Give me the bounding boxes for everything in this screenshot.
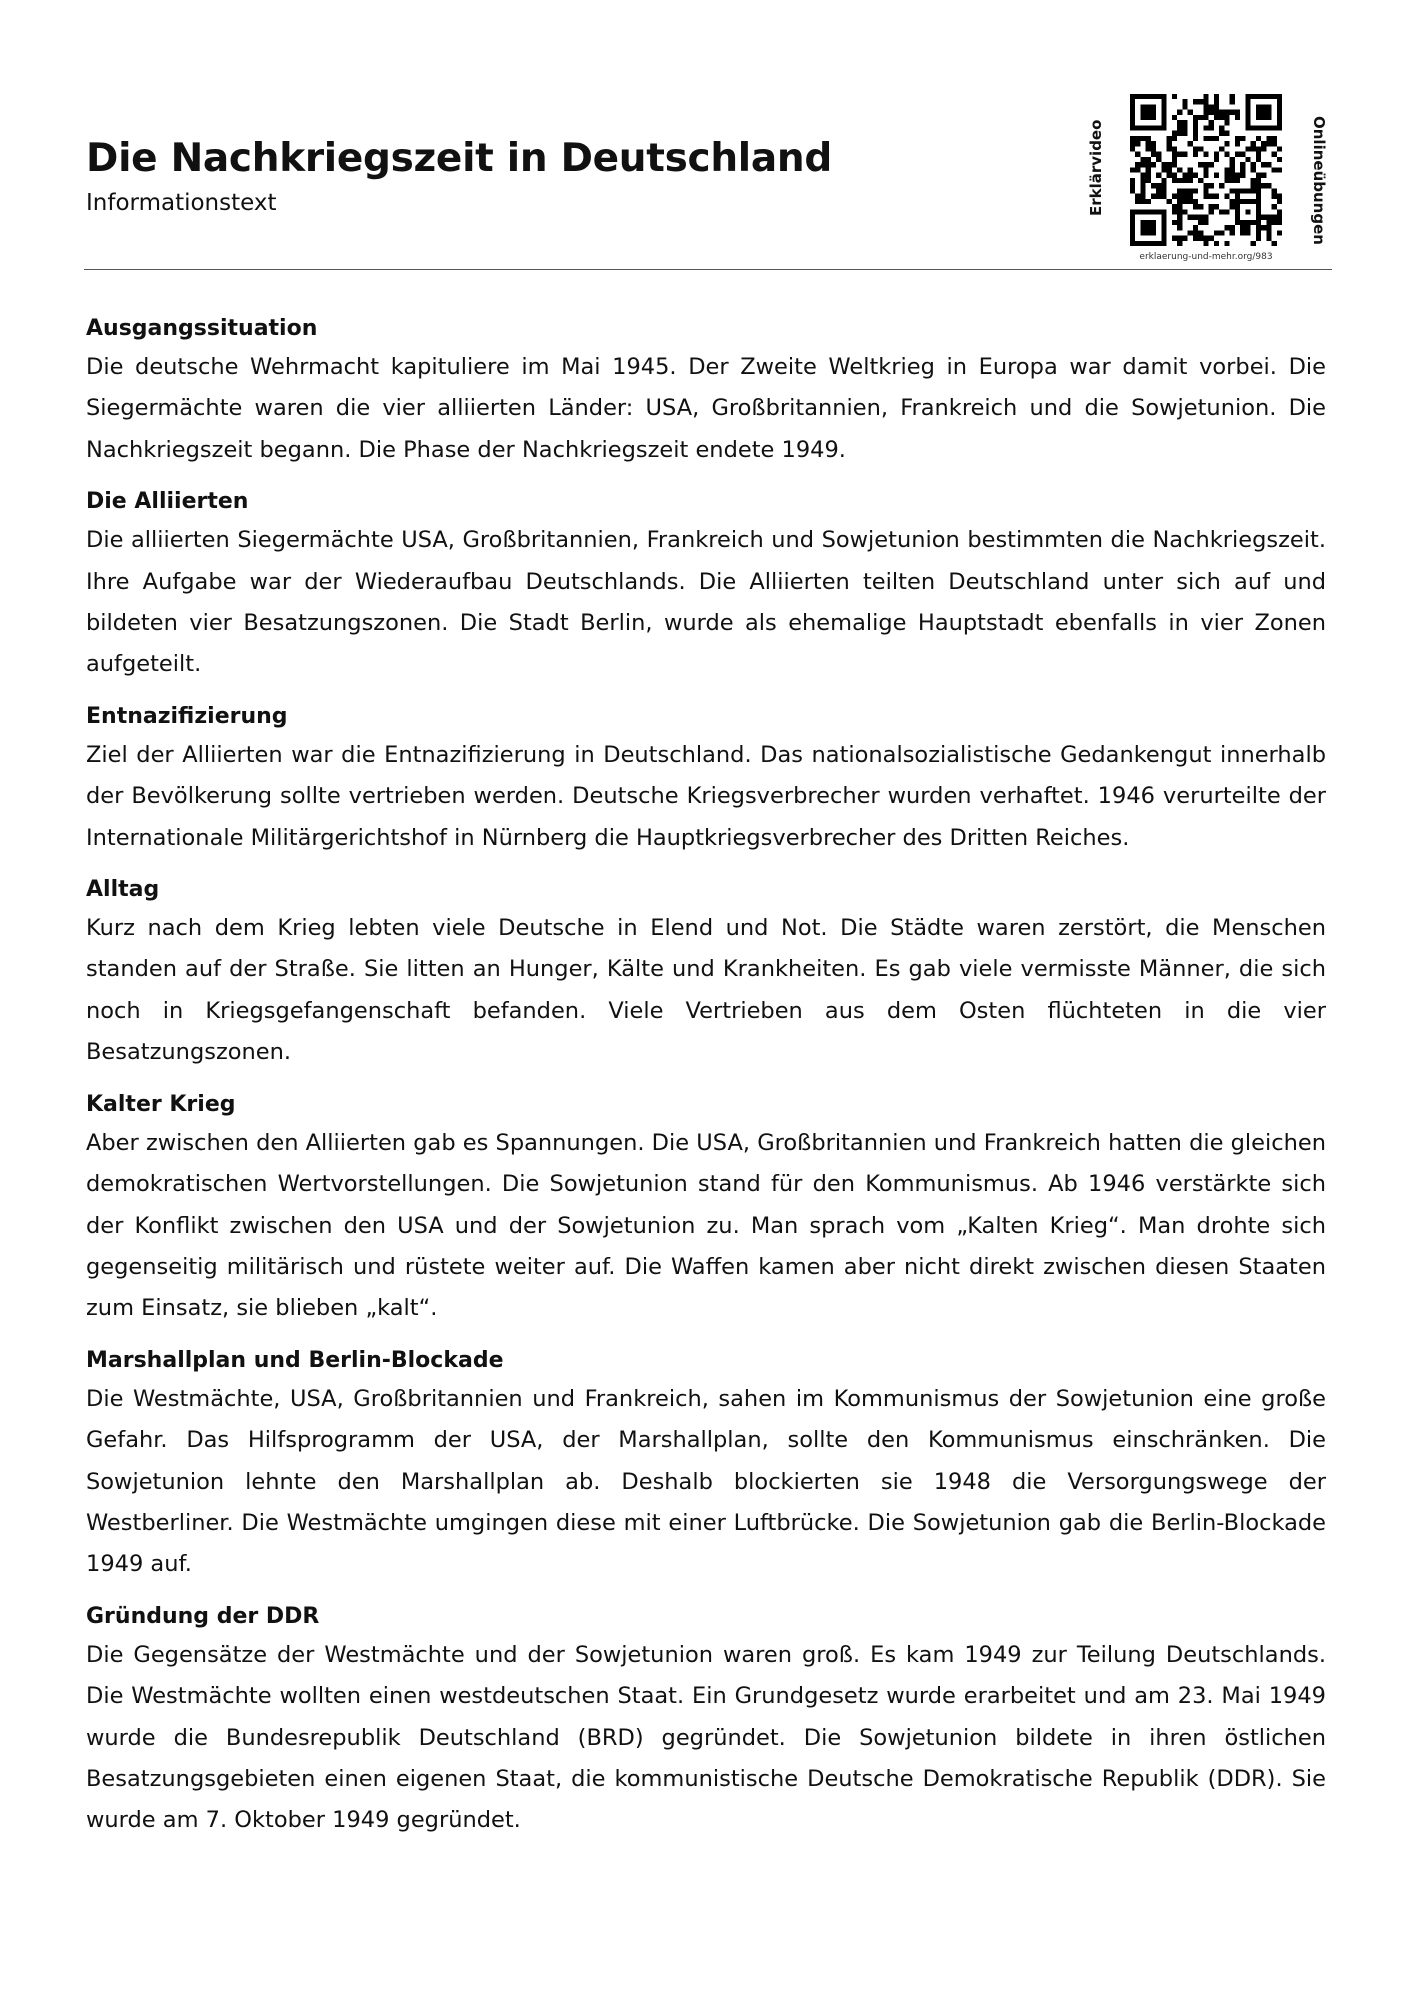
qr-url: erklaerung-und-mehr.org/983 (1139, 252, 1273, 262)
section-ausgangssituation (86, 311, 1326, 471)
section-text: Die Gegensätze der Westmächte und der Sowjetunion waren groß. Es kam 1949 zur Teilung Deutschlands. Die Westmächte wollten einen westdeutschen Staat. Ein Grundgesetz wurde erarbeitet und am 23. Mai 1949 wurde die Bundesrepublik Deutschland (BRD) gegründet. Die Sowjetunion bildete in ihren östlichen Besatzungsgebieten einen eigenen Staat, die kommunistische Deutsche Demokratische Republik (DDR). Sie wurde am 7. Oktober 1949 gegründet. (86, 1641, 1326, 1834)
section-kalter-krieg (86, 1087, 1326, 1330)
section-heading: Kalter Krieg (86, 1091, 236, 1117)
section-entnazifizierung (86, 699, 1326, 859)
section-heading: Marshallplan und Berlin-Blockade (86, 1347, 504, 1373)
qr-label-video: Erklärvideo (1087, 119, 1105, 217)
qr-label-exercises: Onlineübungen (1310, 115, 1328, 245)
section-text: Die alliierten Siegermächte USA, Großbritannien, Frankreich und Sowjetunion bestimmten die Nachkriegszeit. Ihre Aufgabe war der Wiederaufbau Deutschlands. Die Alliierten teilten Deutschland unter sich auf und bildeten vier Besatzungszonen. Die Stadt Berlin, wurde als ehemalige Hauptstadt ebenfalls in vier Zonen aufgeteilt. (86, 527, 1326, 678)
section-alltag (86, 872, 1326, 1074)
section-text: Kurz nach dem Krieg lebten viele Deutsche in Elend und Not. Die Städte waren zerstört, die Menschen standen auf der Straße. Sie litten an Hunger, Kälte und Krankheiten. Es gab viele vermisste Männer, die sich noch in Kriegsgefangenschaft befanden. Viele Vertrieben aus dem Osten flüchteten in die vier Besatzungszonen. (86, 915, 1326, 1066)
page-subtitle: Informationstext (86, 190, 277, 216)
section-alliierten (86, 484, 1326, 686)
section-heading: Die Alliierten (86, 489, 249, 515)
header-divider (84, 269, 1332, 270)
section-text: Die deutsche Wehrmacht kapituliere im Mai 1945. Der Zweite Weltkrieg in Europa war damit vorbei. Die Siegermächte waren die vier alliierten Länder: USA, Großbritannien, Frankreich und die Sowjetunion. Die Nachkriegszeit begann. Die Phase der Nachkriegszeit endete 1949. (86, 354, 1326, 463)
section-text: Ziel der Alliierten war die Entnazifizierung in Deutschland. Das nationalsozialistische Gedankengut innerhalb der Bevölkerung sollte vertrieben werden. Deutsche Kriegsverbrecher wurden verhaftet. 1946 verurteilte der Internationale Militärgerichtshof in Nürnberg die Hauptkriegsverbrecher des Dritten Reiches. (86, 741, 1326, 851)
section-text: Aber zwischen den Alliierten gab es Spannungen. Die USA, Großbritannien und Frankreich hatten die gleichen demokratischen Wertvorstellungen. Die Sowjetunion stand für den Kommunismus. Ab 1946 verstärkte sich der Konflikt zwischen den USA und der Sowjetunion zu. Man sprach vom „Kalten Krieg“. Man drohte sich gegenseitig militärisch und rüstete weiter auf. Die Waffen kamen aber nicht direkt zwischen diesen Staaten zum Einsatz, sie blieben „kalt“. (86, 1129, 1326, 1322)
section-heading: Gründung der DDR (86, 1603, 320, 1629)
section-heading: Alltag (86, 877, 160, 903)
section-marshallplan (86, 1343, 1326, 1586)
section-heading: Entnazifizierung (86, 703, 288, 729)
section-gruendung-ddr (86, 1599, 1326, 1842)
section-text: Die Westmächte, USA, Großbritannien und Frankreich, sahen im Kommunismus der Sowjetunion eine große Gefahr. Das Hilfsprogramm der USA, der Marshallplan, sollte den Kommunismus einschränken. Die Sowjetunion lehnte den Marshallplan ab. Deshalb blockierten sie 1948 die Versorgungswege der Westberliner. Die Westmächte umgingen diese mit einer Luftbrücke. Die Sowjetunion gab die Berlin-Blockade 1949 auf. (86, 1385, 1326, 1578)
qr-code-icon[interactable] (1130, 94, 1282, 246)
section-heading: Ausgangssituation (86, 316, 318, 341)
content-area (86, 311, 1326, 1855)
page-title: Die Nachkriegszeit in Deutschland (86, 136, 832, 181)
